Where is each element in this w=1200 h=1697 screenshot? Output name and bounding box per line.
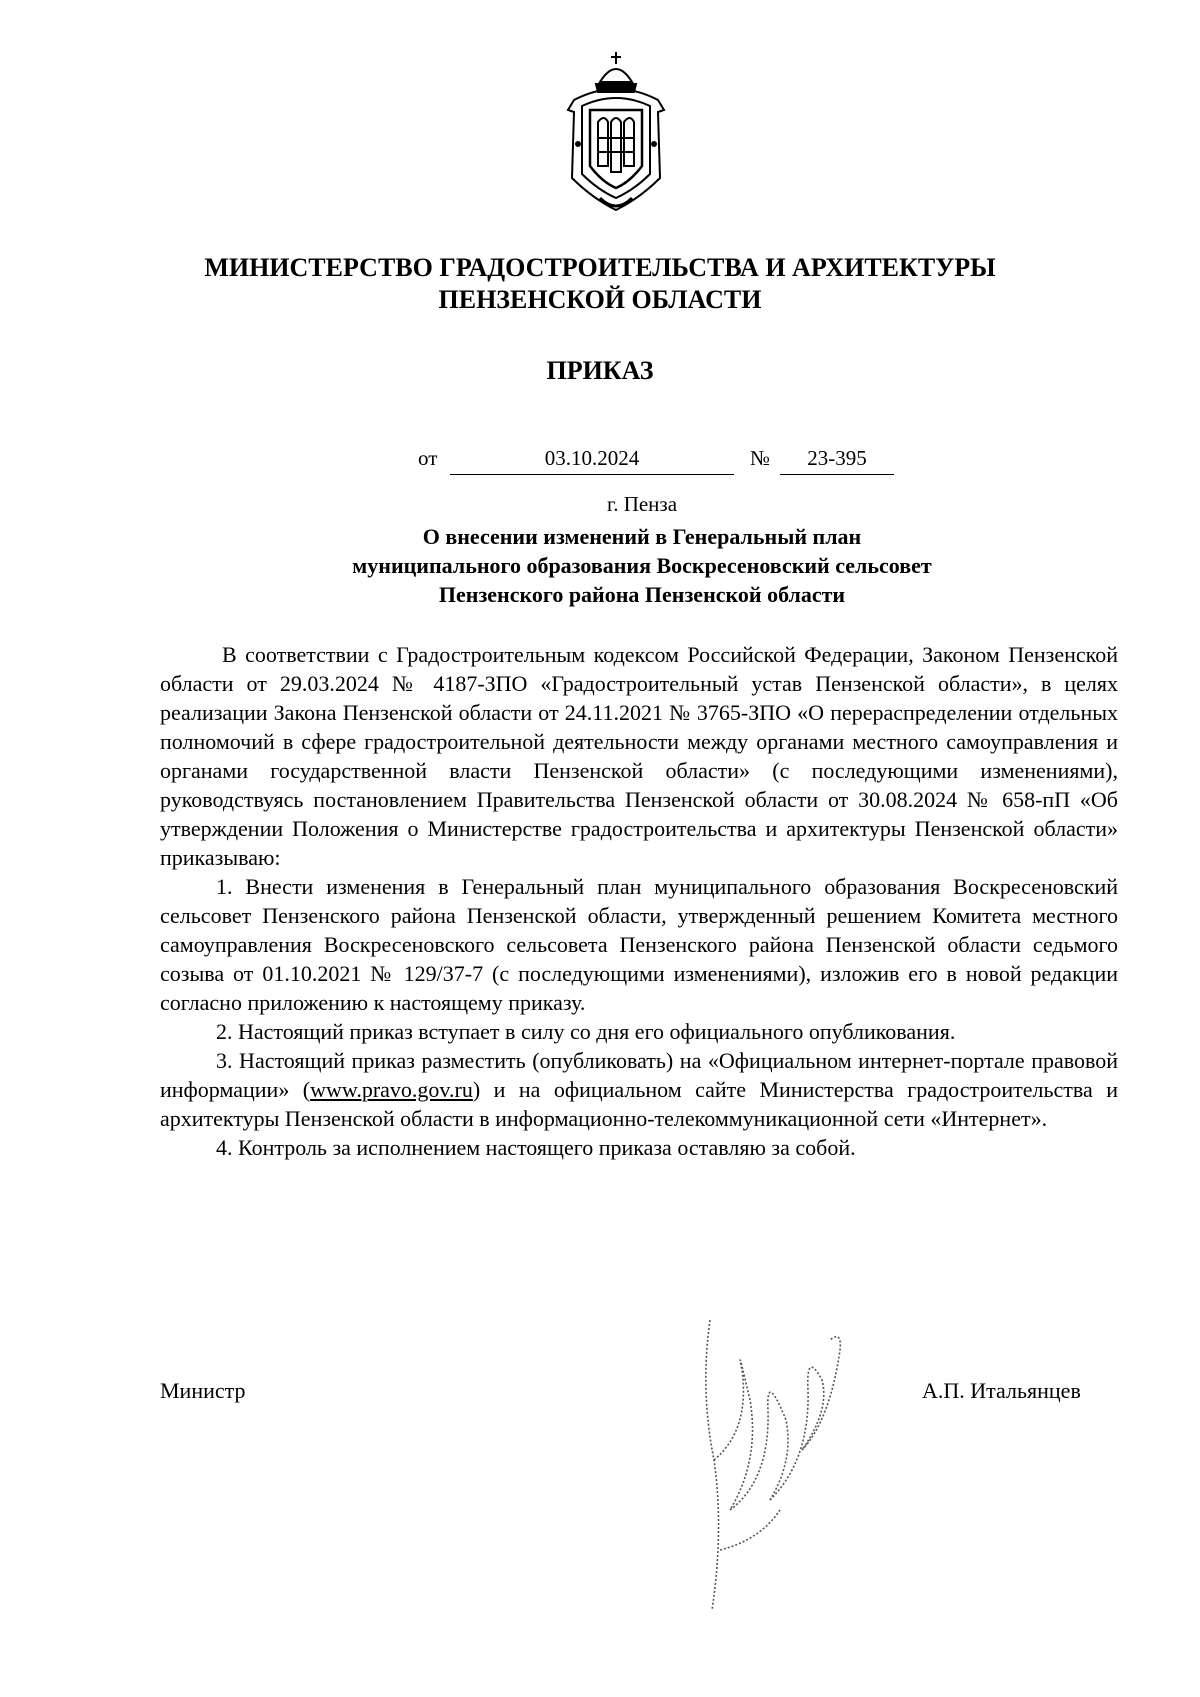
item-4-paragraph: 4. Контроль за исполнением настоящего приказа оставляю за собой. [216, 1135, 856, 1160]
item-3-text-start: 3. Настоящий приказ разместить (опубликовать) на «Официальном интернет-портале правовой информации» ( [160, 1048, 1118, 1102]
preamble-paragraph: В соответствии с Градостроительным кодексом Российской Федерации, Законом Пензенской области от 29.03.2024 № 4187-ЗПО «Градостроительный устав Пензенской области», в целях реализации Закона Пензенской области от 24.11.2021 № 3765-ЗПО «О перераспределении отдельных полномочий в сфере градостроительной деятельности между органами местного самоуправления и органами государственной власти Пензенской области» (с последующими изменениями), руководствуясь постановлением Правительства Пензенской области от 30.08.2024 № 658-пП «Об утверждении Положения о Министерстве градостроительства и архитектуры Пензенской области» приказываю: [160, 642, 1118, 870]
order-number: 23-395 [807, 446, 867, 470]
signatory-title: Министр [160, 1378, 246, 1403]
document-type: ПРИКАЗ [546, 356, 654, 385]
item-3-text-end: ) и на официальном сайте Министерства градостроительства и архитектуры Пензенской области в информационно-телекоммуникационной сети «Интернет». [160, 1077, 1119, 1131]
item-1-paragraph: 1. Внести изменения в Генеральный план муниципального образования Воскресеновский сельсовет Пензенского района Пензенской области, утвержденный решением Комитета местного самоуправления Воскресеновского сельсовета Пензенского района Пензенской области седьмого созыва от 01.10.2021 № 129/37-7 (с последующими изменениями), изложив его в новой редакции согласно приложению к настоящему приказу. [160, 874, 1118, 1015]
date-underline [450, 474, 734, 475]
pravo-gov-link[interactable]: www.pravo.gov.ru [310, 1077, 473, 1102]
ministry-name [0, 252, 1200, 316]
city: г. Пенза [606, 492, 678, 516]
subject-line-3: Пензенского района Пензенской области [438, 582, 846, 607]
order-date: 03.10.2024 [544, 446, 640, 470]
item-2-paragraph: 2. Настоящий приказ вступает в силу со дня его официального опубликования. [216, 1019, 956, 1044]
number-label: № [750, 446, 771, 470]
ministry-line-1: МИНИСТЕРСТВО ГРАДОСТРОИТЕЛЬСТВА И АРХИТЕКТУРЫ [204, 253, 996, 282]
coat-of-arms-emblem [560, 48, 672, 218]
subject-line-2: муниципального образования Воскресеновский сельсовет [352, 553, 932, 578]
date-label: от [418, 446, 438, 470]
item-3-paragraph [160, 1046, 1118, 1133]
subject-line-1: О внесении изменений в Генеральный план [422, 524, 862, 549]
handwritten-signature [690, 1310, 850, 1620]
signatory-name: А.П. Итальянцев [922, 1378, 1081, 1403]
ministry-line-2: ПЕНЗЕНСКОЙ ОБЛАСТИ [438, 285, 762, 314]
number-underline [780, 474, 894, 475]
order-body [160, 640, 1118, 1162]
order-subject [42, 522, 1200, 609]
